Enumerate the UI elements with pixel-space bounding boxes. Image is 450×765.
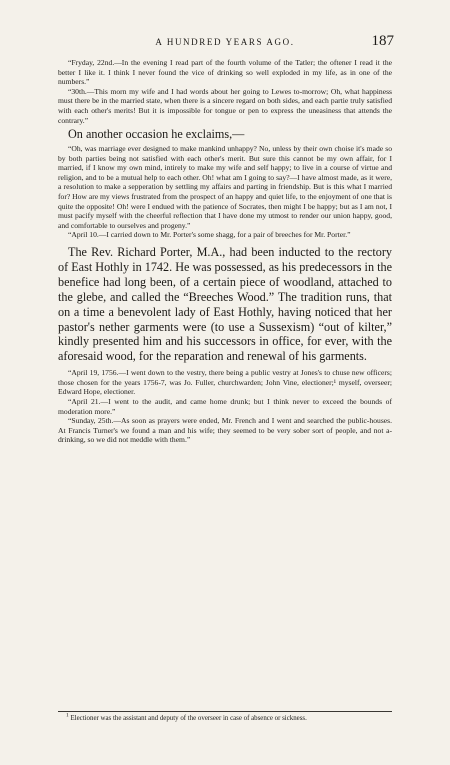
diary-entry-april-21: “April 21.—I went to the audit, and came home drunk; but I think never to exceed the bounds of moderation more.” (58, 397, 392, 416)
narrative-paragraph: The Rev. Richard Porter, M.A., had been inducted to the rectory of East Hothly in 1742. He was possessed, as his predecessors in the benefice had long been, of a certain piece of woodland, attached to the glebe, and called the “Breeches Wood.” The tradition runs, that on a time a benevolent lady of East Hothly, having noticed that her pastor's nether garments were (to use a Sussexism) “out of kilter,” kindly presented him and his successors in office, for ever, with the aforesaid wood, for the reparation and renewal of his garments. (58, 245, 392, 364)
diary-entry-april-19: “April 19, 1756.—I went down to the vestry, there being a public vestry at Jones's to chuse new officers; those chosen for the years 1756-7, was Jo. Fuller, churchwarden; John Vine, electioner;¹ myself, overseer; Edward Hope, electioner. (58, 368, 392, 397)
diary-entry-30th: “30th.—This morn my wife and I had words about her going to Lewes to-morrow; Oh, what happiness must there be in the married state, when there is a sincere regard on both sides, and each partie truly satisfied with each other's merits! But it is impossible for tongue or pen to express the uneasiness that attends the contrary.” (58, 86, 392, 125)
page-number: 187 (371, 33, 394, 49)
diary-entry-april-10: “April 10.—I carried down to Mr. Porter's some shagg, for a pair of breeches for Mr. Porter.” (68, 230, 351, 240)
footnote-mark: 1 (66, 712, 69, 719)
narrative-lead: On another occasion he exclaims,— (68, 127, 245, 142)
diary-entry-marriage: “Oh, was marriage ever designed to make mankind unhappy? No, unless by their own choise it's made so by both parties being not satisfied with each other's merit. But sure this cannot be my own affair, for I married, if I know my own mind, intirely to make my wife and self happy; to live in a course of virtue and religion, and to be a mutual help to each other. Oh! what am I going to say?—I have almost made, as it were, a resolution to make a sepperation by settling my affairs and parting in friendship. But is this what I married for? How are my views frustrated from the prospect of an happy and quiet life, to the enjoyment of one that is quite the opposite! Oh! were I endued with the patience of Socrates, then might I be happy; but as I am not, I must pacify myself with the cheerful reflection that I have done my utmost to render our union happy, good, and comfortable to ourselves and progeny.” (58, 144, 392, 230)
footnote-divider (58, 711, 392, 712)
page-header (56, 34, 394, 54)
diary-entry-sunday-25th: “Sunday, 25th.—As soon as prayers were ended, Mr. French and I went and searched the public-houses. At Francis Turner's we found a man and his wife; they seemed to be very sober sort of people, and not a-drinking, so we did not meddle with them.” (58, 416, 392, 445)
diary-entry-fryday: “Fryday, 22nd.—In the evening I read part of the fourth volume of the Tatler; the oftener I read it the better I like it. I think I never found the vice of drinking so well exploded in my life, as in one of the numbers.” (58, 58, 392, 87)
footnote (58, 712, 392, 724)
body-text (58, 58, 392, 445)
running-title: A HUNDRED YEARS AGO. (155, 37, 295, 47)
footnote-text: Electioner was the assistant and deputy of the overseer in case of absence or sickness. (70, 715, 307, 722)
